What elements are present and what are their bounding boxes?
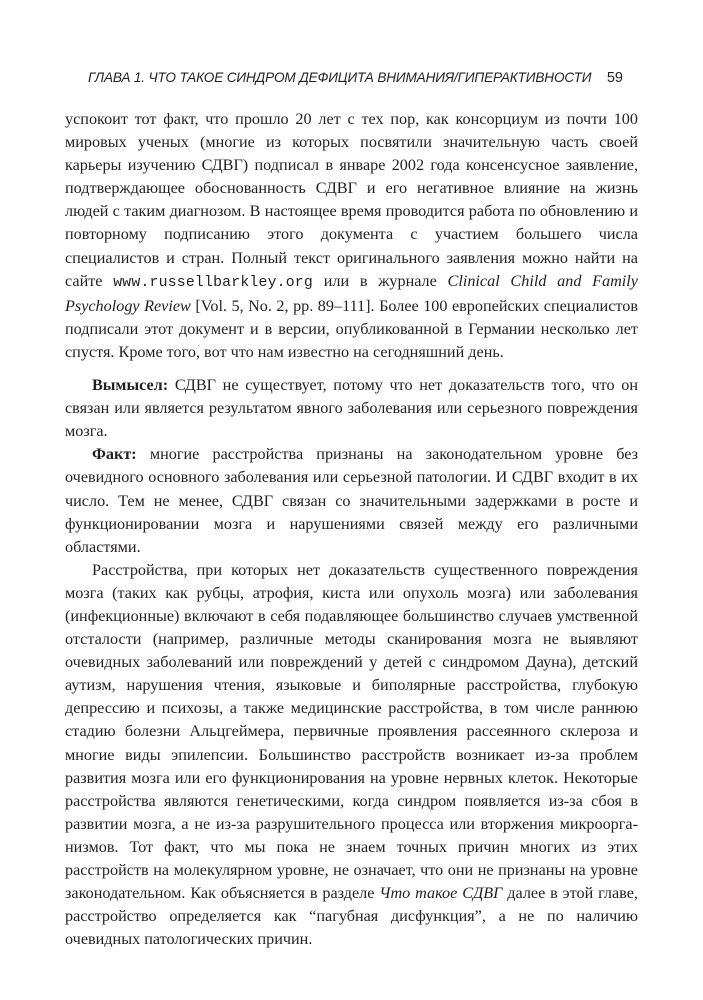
text-run: [Vol. 5, No. 2, pp. 89–111]. Более 100 европейских специалистов подписали этот документ и в версии, опубликованной в Германии несколько лет спустя. Кроме того, вот что нам известно на сегодняшний день.: [65, 296, 639, 361]
text-run: Расстройства, при которых нет доказательств существенного повреждения мозга (таких как рубцы, атрофия, киста или опухоль мозга) или заболевания (инфекционные) включают в себя подавляющее большинство случаев умственной отсталости (например, различные методы сканирования мозга не выявляют очевидных заболеваний или повреждений у детей с синдромом Дауна), детский аутизм, нарушения чтения, языковые и биполярные расстройства, глубокую депрессию и психозы, а также медицинские расстройства, в том числе раннюю стадию болезни Альцгеймера, первичные проявления рассеянного склероза и многие виды эпилепсии. Большинство расстройств возникает из-за проблем развития мозга или его функционирования на уровне нервных клеток. Некоторые расстройства являются генетическими, когда синдром появляется из-за сбоя в развитии мозга, а не из-за разрушительного процесса или вторжения микроорганизмов. Тот факт, что мы пока не знаем точных причин многих из этих расстройств на молекулярном уровне, не означает, что они не признаны на уровне законодательном. Как объясняется в разделе: [65, 560, 638, 903]
body-text: [65, 108, 638, 951]
page-number: 59: [606, 70, 623, 86]
term-label: Факт:: [92, 445, 137, 464]
paragraph-continuation: [65, 108, 638, 364]
running-header: [88, 70, 623, 92]
website-url: www.russellbarkley.org: [113, 274, 313, 291]
text-run: СДВГ не существует, потому что нет доказательств того, что он связан или является результатом явного заболевания или серьезного повреждения мозга.: [65, 376, 638, 441]
italic-title: Что такое СДВГ: [379, 884, 503, 903]
text-run: многие расстройства признаны на законодательном уровне без очевидного основного заболевания или серьезной патологии. И СДВГ входит в их число. Тем не менее, СДВГ связан со значительными задержками в росте и функционировании мозга и нарушениями связей между его различными областями.: [65, 445, 638, 556]
text-run: далее в этой главе, расстройство определяется как “пагубная дисфункция”, а не по наличию очевидных патологических причин.: [65, 884, 638, 949]
term-label: Вымысел:: [92, 376, 169, 395]
italic-title: Clinical Child and Family Psychology Review: [65, 271, 638, 315]
paragraph-myth: [65, 374, 638, 443]
paragraph-fact: [65, 443, 638, 558]
chapter-title: ГЛАВА 1. ЧТО ТАКОЕ СИНДРОМ ДЕФИЦИТА ВНИМАНИЯ/ГИПЕРАКТИВНОСТИ: [88, 70, 592, 85]
paragraph-disorders: [65, 559, 638, 952]
text-run: успокоит тот факт, что прошло 20 лет с тех пор, как консорциум из почти 100 мировых ученых (многие из которых посвятили значительную часть своей карьеры изучению СДВГ) подписал в январе 2002 года консенсусное заявление, подтверждающее обоснованность СДВГ и его негативное влияние на жизнь людей с таким диагнозом. В настоящее время проводится работа по обновлению и повторному подписанию этого документа с участием большего числа специалистов и стран. Полный текст оригинального заявления можно найти на сайте: [65, 110, 638, 290]
text-run: или в журнале: [312, 271, 448, 290]
